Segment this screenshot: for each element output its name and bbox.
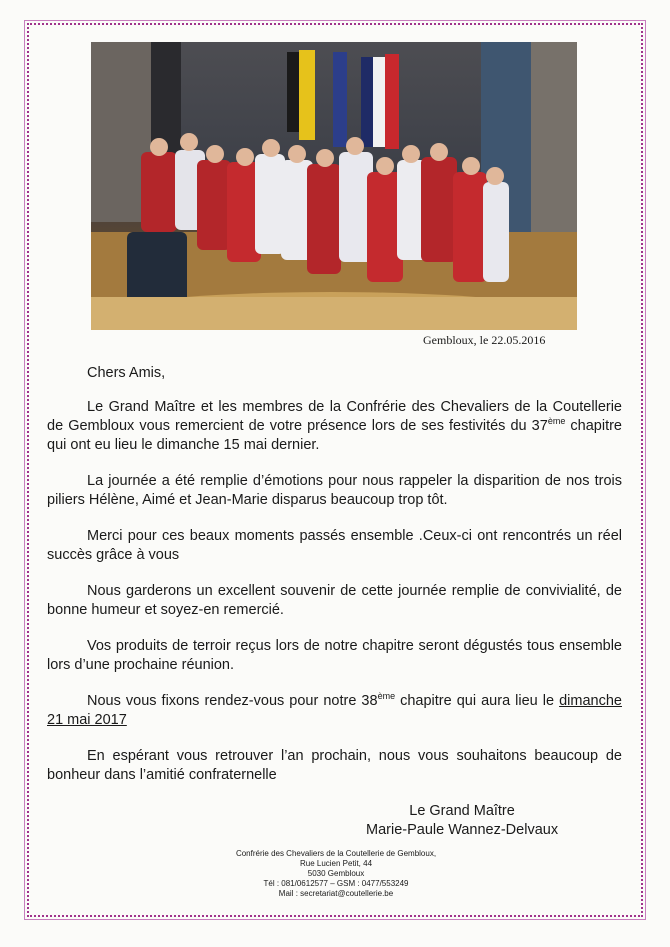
date-caption: Gembloux, le 22.05.2016 <box>423 333 546 347</box>
footer-city: 5030 Gembloux <box>307 869 365 878</box>
signature-block <box>366 802 558 840</box>
next-chapter-date: dimanche 21 mai 2017 <box>47 693 622 728</box>
paragraph-memorial: La journée a été remplie d’émotions pour nous rappeler la disparition de nos trois piliers Hélène, Aimé et Jean-Marie disparus beaucoup trop tôt. <box>47 473 622 508</box>
paragraph-gratitude: Merci pour ces beaux moments passés ensemble .Ceux-ci ont rencontrés un réel succès grâce à vous <box>47 528 622 563</box>
paragraph-memories: Nous garderons un excellent souvenir de cette journée remplie de convivialité, de bonne humeur et soyez-en remercié. <box>47 583 622 618</box>
salutation: Chers Amis, <box>87 365 166 381</box>
paragraph-products: Vos produits de terroir reçus lors de notre chapitre seront dégustés tous ensemble lors d’une prochaine réunion. <box>47 638 622 673</box>
paragraph-closing: En espérant vous retrouver l’an prochain, nous vous souhaitons beaucoup de bonheur dans l’amitié confraternelle <box>47 748 622 783</box>
signature-title: Le Grand Maître <box>409 803 515 819</box>
footer-street: Rue Lucien Petit, 44 <box>299 859 373 868</box>
letter-body <box>47 364 622 802</box>
footer-email: Mail : secretariat@coutellerie.be <box>278 889 394 898</box>
footer-phone: Tél : 081/0612577 – GSM : 0477/553249 <box>263 879 409 888</box>
signature-name: Marie-Paule Wannez-Delvaux <box>366 822 559 838</box>
group-photo <box>91 42 577 330</box>
paragraph-thanks: Le Grand Maître et les membres de la Confrérie des Chevaliers de la Coutellerie de Gembloux vous remercient de votre présence lors de ses festivités du 37ème chapitre qui ont eu lieu le dimanche 15 mai dernier. <box>47 399 622 453</box>
paragraph-next-chapter: Nous vous fixons rendez-vous pour notre 38ème chapitre qui aura lieu le dimanche 21 mai 2017 <box>47 691 622 728</box>
footer-contact <box>200 849 472 899</box>
footer-org: Confrérie des Chevaliers de la Coutellerie de Gembloux, <box>235 849 437 858</box>
